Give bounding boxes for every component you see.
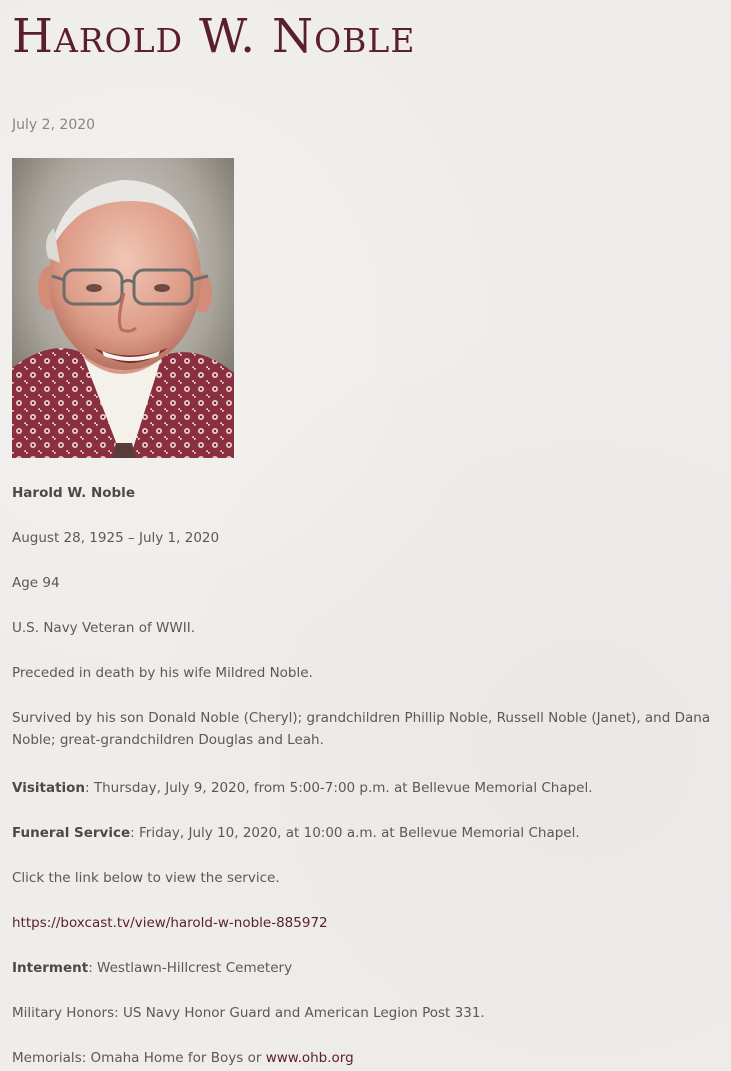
view-service-instruction: Click the link below to view the service. (12, 870, 280, 886)
funeral-text: : Friday, July 10, 2020, at 10:00 a.m. at Bellevue Memorial Chapel. (130, 825, 580, 841)
life-dates: August 28, 1925 – July 1, 2020 (12, 530, 220, 546)
preceded-in-death: Preceded in death by his wife Mildred Noble. (12, 665, 313, 681)
deceased-name: Harold W. Noble (12, 485, 135, 501)
funeral-service-details (12, 822, 727, 844)
memorials (12, 1047, 727, 1069)
service-video-link[interactable]: https://boxcast.tv/view/harold-w-noble-885972 (12, 915, 328, 931)
interment-details (12, 957, 727, 979)
military-honors: Military Honors: US Navy Honor Guard and American Legion Post 331. (12, 1005, 485, 1021)
memorials-text: Memorials: Omaha Home for Boys or (12, 1050, 266, 1066)
page-title: Harold W. Noble (12, 9, 416, 64)
veteran-status: U.S. Navy Veteran of WWII. (12, 620, 195, 636)
visitation-label: Visitation (12, 780, 86, 796)
age: Age 94 (12, 575, 60, 591)
interment-label: Interment (12, 960, 89, 976)
funeral-label: Funeral Service (12, 825, 131, 841)
post-date: July 2, 2020 (12, 117, 96, 133)
interment-text: : Westlawn-Hillcrest Cemetery (88, 960, 293, 976)
survived-by: Survived by his son Donald Noble (Cheryl); grandchildren Phillip Noble, Russell Noble (Janet), and Dana Noble; great-grandchildren Douglas and Leah. (12, 710, 711, 748)
portrait-photo (12, 158, 234, 458)
service-link-paragraph (12, 912, 727, 934)
visitation-text: : Thursday, July 9, 2020, from 5:00-7:00 p.m. at Bellevue Memorial Chapel. (85, 780, 593, 796)
obituary-article (12, 0, 727, 1066)
visitation-details (12, 777, 727, 799)
memorials-link[interactable]: www.ohb.org (265, 1050, 354, 1066)
